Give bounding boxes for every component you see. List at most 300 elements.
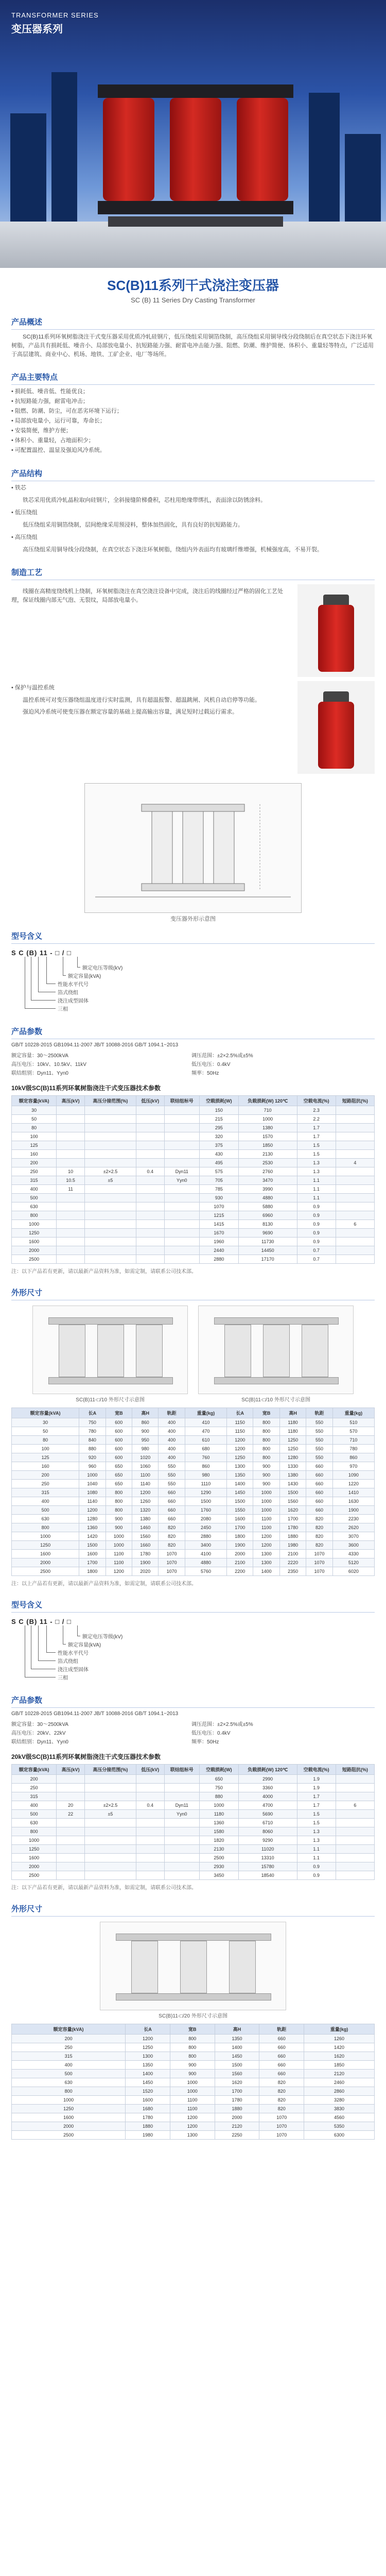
table-cell: 8060 [238, 1827, 297, 1836]
table-cell: 630 [12, 1819, 57, 1827]
table-cell [164, 1202, 199, 1211]
column-header: 高H [132, 1408, 159, 1418]
table-cell: 200 [12, 2035, 126, 2043]
table-cell: 1.1 [297, 1194, 336, 1202]
table-cell [136, 1792, 164, 1801]
table-cell [136, 1255, 164, 1264]
table-cell: 0.9 [297, 1238, 336, 1246]
table-cell [57, 1784, 85, 1792]
coil-photo [297, 681, 375, 774]
table-row [12, 1480, 375, 1488]
column-header: 联结组标号 [164, 1765, 199, 1775]
structure-lv-title: • 低压绕组 [11, 510, 38, 516]
table-cell: 1700 [279, 1515, 306, 1523]
table-cell: 315 [12, 2052, 126, 2061]
table-cell: 0.7 [297, 1246, 336, 1255]
table-cell: 1380 [238, 1124, 297, 1132]
table-cell [85, 1854, 136, 1862]
table-row [12, 1819, 375, 1827]
table-cell: 1.1 [297, 1176, 336, 1185]
section-heading: 型号含义 [11, 925, 375, 944]
table-cell [164, 1775, 199, 1784]
table-cell: 1100 [253, 1515, 279, 1523]
table-row [12, 2131, 375, 2140]
tech-table-20kv [11, 1764, 375, 1880]
table-row [12, 1436, 375, 1445]
table-cell: 900 [170, 2061, 215, 2070]
table-cell: 2120 [215, 2122, 259, 2131]
table-cell [57, 1229, 85, 1238]
table-cell: 2100 [279, 1550, 306, 1558]
title-block [0, 268, 386, 304]
column-header: 额定容量(kVA) [12, 2024, 126, 2035]
table-cell [336, 1238, 374, 1246]
drawing-caption: SC(B)11-□/10 外形尺寸示意图 [76, 1397, 145, 1403]
table-cell [336, 1792, 374, 1801]
table-cell: 5690 [238, 1810, 297, 1819]
column-header: 高压分接范围(%) [85, 1096, 136, 1106]
list-item: • 可配置温控、温显及强迫风冷系统。 [11, 447, 106, 453]
column-header: 短路阻抗(%) [336, 1096, 374, 1106]
table-cell [136, 1862, 164, 1871]
model-label: 浇注成型固体 [58, 998, 89, 1004]
table-cell [85, 1255, 136, 1264]
table-cell: 2500 [199, 1854, 238, 1862]
coil [170, 98, 221, 201]
table-cell [85, 1132, 136, 1141]
table-cell [57, 1862, 85, 1871]
table-cell: 660 [159, 1488, 185, 1497]
table-cell: 1300 [126, 2052, 170, 2061]
table-cell [136, 1871, 164, 1880]
table-cell: 900 [106, 1523, 132, 1532]
table-cell: 820 [306, 1515, 332, 1523]
table-cell: 2100 [227, 1558, 253, 1567]
table-cell [57, 1211, 85, 1220]
table-cell: 980 [132, 1445, 159, 1453]
table-cell: 400 [159, 1427, 185, 1436]
table-cell: 1450 [227, 1488, 253, 1497]
table-title: 10kV级SC(B)11系列环氧树脂浇注干式变压器技术参数 [11, 1084, 161, 1092]
table-cell [336, 1132, 374, 1141]
table-cell: 1620 [215, 2078, 259, 2087]
table-cell: 2220 [279, 1558, 306, 1567]
table-cell: 1350 [126, 2061, 170, 2070]
table-cell: 1620 [304, 2052, 375, 2061]
table-cell: 1100 [132, 1471, 159, 1480]
table-cell: 1800 [79, 1567, 106, 1576]
table-cell [85, 1220, 136, 1229]
table-cell: 600 [106, 1445, 132, 1453]
tech-table-10kv [11, 1095, 375, 1264]
table-cell: 125 [12, 1453, 79, 1462]
table-cell: 30 [12, 1418, 79, 1427]
model-label: 额定电压等级(kV) [82, 965, 123, 971]
table-cell: 800 [170, 2043, 215, 2052]
table-cell [336, 1845, 374, 1854]
table-cell: 2440 [199, 1246, 238, 1255]
table-cell: 1700 [79, 1558, 106, 1567]
table-cell: 1000 [253, 1497, 279, 1506]
table-row [12, 1150, 375, 1159]
table-cell: 1450 [215, 2052, 259, 2061]
table-cell: 0.9 [297, 1211, 336, 1220]
table-cell [57, 1246, 85, 1255]
column-header: 低压(kV) [136, 1765, 164, 1775]
table-cell: 780 [332, 1445, 374, 1453]
param-item: 联结组别：Dyn11、Yyn0 [11, 1071, 68, 1076]
table-cell [164, 1871, 199, 1880]
table-cell: 295 [199, 1124, 238, 1132]
table-cell: 250 [12, 1167, 57, 1176]
table-cell: 1110 [185, 1480, 226, 1488]
top-yoke [98, 84, 293, 98]
table-cell: 400 [159, 1418, 185, 1427]
table-cell: 1.7 [297, 1792, 336, 1801]
table-cell: 6 [336, 1220, 374, 1229]
table-cell: 6 [336, 1801, 374, 1810]
table-cell: 550 [159, 1462, 185, 1471]
table-cell: 1410 [332, 1488, 374, 1497]
table-cell: 1300 [253, 1558, 279, 1567]
table-cell: 1900 [332, 1506, 374, 1515]
table-cell: 1.5 [297, 1150, 336, 1159]
table-cell: 1200 [170, 2113, 215, 2122]
table-cell: 1.3 [297, 1836, 336, 1845]
table-cell [336, 1150, 374, 1159]
table-cell: 800 [170, 2052, 215, 2061]
table-cell: 1350 [227, 1471, 253, 1480]
table-cell: 2990 [238, 1775, 297, 1784]
table-cell: 1000 [253, 1506, 279, 1515]
section-heading: 产品主要特点 [11, 366, 375, 385]
table-cell: 0.4 [136, 1167, 164, 1176]
table-cell: 660 [159, 1506, 185, 1515]
table-cell: 1620 [279, 1506, 306, 1515]
table-row [12, 2035, 375, 2043]
structure-hv-text: 高压绕组采用铜导线分段绕制，在真空状态下浇注环氧树脂，绕组内外表面均有玻璃纤维增强，机械强度高，不易开裂。 [23, 547, 323, 553]
table-cell: 860 [332, 1453, 374, 1462]
column-header: 重量(kg) [304, 2024, 375, 2035]
table-cell [336, 1176, 374, 1185]
column-header: 高H [215, 2024, 259, 2035]
table-cell: 820 [159, 1523, 185, 1532]
table-cell: 1760 [185, 1506, 226, 1515]
table-cell: 1200 [126, 2035, 170, 2043]
table-cell: 1.7 [297, 1801, 336, 1810]
table-cell: 50 [12, 1115, 57, 1124]
table-cell [85, 1784, 136, 1792]
table-cell: 1780 [215, 2096, 259, 2105]
table-cell [164, 1854, 199, 1862]
table-row [12, 1176, 375, 1185]
table-cell [57, 1775, 85, 1784]
table-cell [57, 1792, 85, 1801]
model-label: 箔式绕组 [58, 1659, 78, 1665]
table-cell [136, 1150, 164, 1159]
table-cell: 0.9 [297, 1202, 336, 1211]
table-cell: 1300 [227, 1462, 253, 1471]
table-cell [85, 1229, 136, 1238]
table-cell: 4000 [238, 1792, 297, 1801]
table-row [12, 1132, 375, 1141]
table-row [12, 1523, 375, 1532]
table-cell: 200 [12, 1159, 57, 1167]
table-cell: 550 [159, 1471, 185, 1480]
table-cell: 1350 [215, 2035, 259, 2043]
table-cell [136, 1819, 164, 1827]
table-cell: 1280 [79, 1515, 106, 1523]
temp-title: • 保护与温控系统 [11, 685, 55, 691]
table-cell: 400 [159, 1436, 185, 1445]
table-cell: 400 [12, 2061, 126, 2070]
table-cell: 11730 [238, 1238, 297, 1246]
table-cell: 1070 [306, 1550, 332, 1558]
table-cell: 160 [12, 1150, 57, 1159]
param-item: 高压电压：20kV、22kV [11, 1731, 66, 1736]
table-cell [136, 1176, 164, 1185]
table-cell: 1700 [215, 2087, 259, 2096]
table-cell: 1850 [304, 2061, 375, 2070]
table-cell: 9690 [238, 1229, 297, 1238]
list-item: • 损耗低、噪音低、性能优良； [11, 388, 89, 395]
table-cell [164, 1784, 199, 1792]
table-cell: 750 [199, 1784, 238, 1792]
table-cell: 820 [259, 2078, 304, 2087]
table-cell: 660 [159, 1497, 185, 1506]
table-cell: 1070 [199, 1202, 238, 1211]
model-label: 额定电压等级(kV) [82, 1634, 123, 1640]
table-cell: 800 [12, 2087, 126, 2096]
table-cell: 315 [12, 1792, 57, 1801]
table-cell: 1290 [185, 1488, 226, 1497]
table-cell: 1250 [12, 1229, 57, 1238]
table-cell: 550 [306, 1418, 332, 1427]
column-header: 负载损耗(W) 120℃ [238, 1096, 297, 1106]
param-item: 频率：50Hz [191, 1071, 219, 1076]
table-cell [57, 1115, 85, 1124]
series-en: TRANSFORMER SERIES [11, 11, 99, 19]
table-cell [136, 1220, 164, 1229]
column-header: 长A [126, 2024, 170, 2035]
table-row [12, 2105, 375, 2113]
table-cell: 6020 [332, 1567, 374, 1576]
table-cell: 1200 [170, 2122, 215, 2131]
drawing-caption: 变压器外形示意图 [170, 916, 216, 922]
table-cell: 1000 [79, 1471, 106, 1480]
table-cell: 2760 [238, 1167, 297, 1176]
table-cell: 2.2 [297, 1115, 336, 1124]
table-row [12, 2052, 375, 2061]
table-cell [136, 1775, 164, 1784]
table-row [12, 1115, 375, 1124]
structure-core-text: 铁芯采用优质冷轧晶粒取向硅钢片，全斜接缝阶梯叠积，芯柱用绝缘带绑扎，表面涂以防锈涂料。 [23, 497, 266, 503]
table-cell [164, 1220, 199, 1229]
table-cell: 1980 [279, 1541, 306, 1550]
table-cell: Dyn11 [164, 1167, 199, 1176]
table-cell: 1780 [132, 1550, 159, 1558]
table-row [12, 1792, 375, 1801]
table-cell: 800 [12, 1523, 79, 1532]
table-cell: 200 [12, 1775, 57, 1784]
params-list [11, 1720, 375, 1745]
section-heading: 产品参数 [11, 1689, 375, 1708]
table-cell: 4 [336, 1159, 374, 1167]
table-row [12, 1558, 375, 1567]
table-cell [85, 1775, 136, 1784]
table-cell: 600 [106, 1418, 132, 1427]
fan-text: 强迫风冷系统可使变压器在额定容量的基础上提高输出容量，满足短时过载运行需求。 [23, 709, 238, 715]
param-item: 调压范围：±2×2.5%或±5% [191, 1722, 253, 1727]
table-cell [57, 1836, 85, 1845]
table-cell: 1900 [227, 1541, 253, 1550]
table-cell: 1100 [106, 1550, 132, 1558]
section-heading: 制造工艺 [11, 562, 375, 580]
table-row [12, 1124, 375, 1132]
column-header: 长A [79, 1408, 106, 1418]
column-header: 负载损耗(W) 120℃ [238, 1765, 297, 1775]
table-cell: 1670 [199, 1229, 238, 1238]
table-cell: 1880 [279, 1532, 306, 1541]
table-cell: 960 [79, 1462, 106, 1471]
table-cell: 630 [12, 1515, 79, 1523]
table-row [12, 1202, 375, 1211]
table-cell: 800 [253, 1436, 279, 1445]
table-row [12, 1567, 375, 1576]
table-cell [336, 1255, 374, 1264]
table-row [12, 1515, 375, 1523]
table-cell [164, 1211, 199, 1220]
table-cell: 2000 [12, 2122, 126, 2131]
table-note: 注：以下产品若有更新，请以最新产品资料为准，如需定制，请联系公司技术部。 [11, 1269, 197, 1275]
table-cell: 1570 [238, 1132, 297, 1141]
table-cell: 2120 [304, 2070, 375, 2078]
table-cell: 8130 [238, 1220, 297, 1229]
table-cell: 1400 [126, 2070, 170, 2078]
table-cell [136, 1185, 164, 1194]
table-cell [336, 1246, 374, 1255]
table-cell: 800 [106, 1488, 132, 1497]
coil-photo [297, 584, 375, 677]
table-row [12, 1427, 375, 1436]
table-cell: 5880 [238, 1202, 297, 1211]
table-cell: 630 [12, 2078, 126, 2087]
table-cell: 970 [332, 1462, 374, 1471]
table-cell [164, 1229, 199, 1238]
table-cell [85, 1871, 136, 1880]
table-cell: 750 [79, 1418, 106, 1427]
base-frame [108, 216, 283, 227]
table-cell [164, 1124, 199, 1132]
table-cell: 3280 [304, 2096, 375, 2105]
section-heading: 型号含义 [11, 1594, 375, 1613]
table-cell: 10 [57, 1167, 85, 1176]
table-cell: 1200 [227, 1445, 253, 1453]
list-item: • 抗短路能力强，耐雷电冲击； [11, 398, 89, 404]
table-cell: 2450 [185, 1523, 226, 1532]
table-cell [57, 1106, 85, 1115]
outline-drawings [11, 1922, 375, 2019]
table-cell: 1550 [227, 1506, 253, 1515]
table-cell: 2530 [238, 1159, 297, 1167]
table-cell: 100 [12, 1132, 57, 1141]
table-cell: 1070 [159, 1567, 185, 1576]
table-cell: 320 [199, 1132, 238, 1141]
column-header: 空载电流(%) [297, 1096, 336, 1106]
table-cell: 1520 [126, 2087, 170, 2096]
param-item: 调压范围：±2×2.5%或±5% [191, 1053, 253, 1059]
table-cell: 1660 [132, 1541, 159, 1550]
table-cell: 500 [12, 1810, 57, 1819]
table-cell [164, 1862, 199, 1871]
table-cell: 950 [132, 1436, 159, 1445]
table-cell: 1000 [170, 2087, 215, 2096]
table-cell: 860 [185, 1462, 226, 1471]
table-cell: 1140 [132, 1480, 159, 1488]
table-cell: 1260 [132, 1497, 159, 1506]
table-cell: 1400 [215, 2043, 259, 2052]
table-cell: 2020 [132, 1567, 159, 1576]
table-cell [85, 1141, 136, 1150]
table-cell: 500 [12, 2070, 126, 2078]
column-header: 宽B [106, 1408, 132, 1418]
table-cell: 1560 [279, 1497, 306, 1506]
table-cell: 820 [159, 1532, 185, 1541]
table-cell [336, 1854, 374, 1862]
table-cell: 1780 [126, 2113, 170, 2122]
table-cell: 1250 [12, 1845, 57, 1854]
table-cell: 430 [199, 1150, 238, 1159]
table-cell [164, 1827, 199, 1836]
column-header: 高压分接范围(%) [85, 1765, 136, 1775]
table-row [12, 1506, 375, 1515]
table-cell: 800 [253, 1418, 279, 1427]
table-cell: 800 [12, 1211, 57, 1220]
table-cell: ±5 [85, 1810, 136, 1819]
table-row [12, 2061, 375, 2070]
table-cell: 2500 [12, 1567, 79, 1576]
table-cell: 900 [253, 1462, 279, 1471]
column-header: 重量(kg) [185, 1408, 226, 1418]
table-cell: 250 [12, 1480, 79, 1488]
table-cell: 3830 [304, 2105, 375, 2113]
table-row [12, 2043, 375, 2052]
table-row [12, 1255, 375, 1264]
table-cell [85, 1862, 136, 1871]
table-cell: 820 [306, 1532, 332, 1541]
model-code: S C (B) 11 - □ / □ [11, 1618, 72, 1625]
bottom-yoke [98, 201, 293, 214]
table-cell [136, 1854, 164, 1862]
table-cell: 1580 [199, 1827, 238, 1836]
table-row [12, 2070, 375, 2078]
table-cell: 1200 [253, 1541, 279, 1550]
table-cell: 11 [57, 1185, 85, 1194]
table-cell: 1430 [279, 1480, 306, 1488]
table-cell: 0.9 [297, 1871, 336, 1880]
table-cell: 1250 [126, 2043, 170, 2052]
table-row [12, 2122, 375, 2131]
table-cell: 1415 [199, 1220, 238, 1229]
table-row [12, 1550, 375, 1558]
table-cell: 660 [306, 1480, 332, 1488]
table-cell [136, 1106, 164, 1115]
param-item: 额定容量：30～2500kVA [11, 1722, 68, 1727]
table-cell: 250 [12, 1784, 57, 1792]
table-cell: 550 [306, 1453, 332, 1462]
table-cell [136, 1211, 164, 1220]
table-cell: 1070 [306, 1567, 332, 1576]
